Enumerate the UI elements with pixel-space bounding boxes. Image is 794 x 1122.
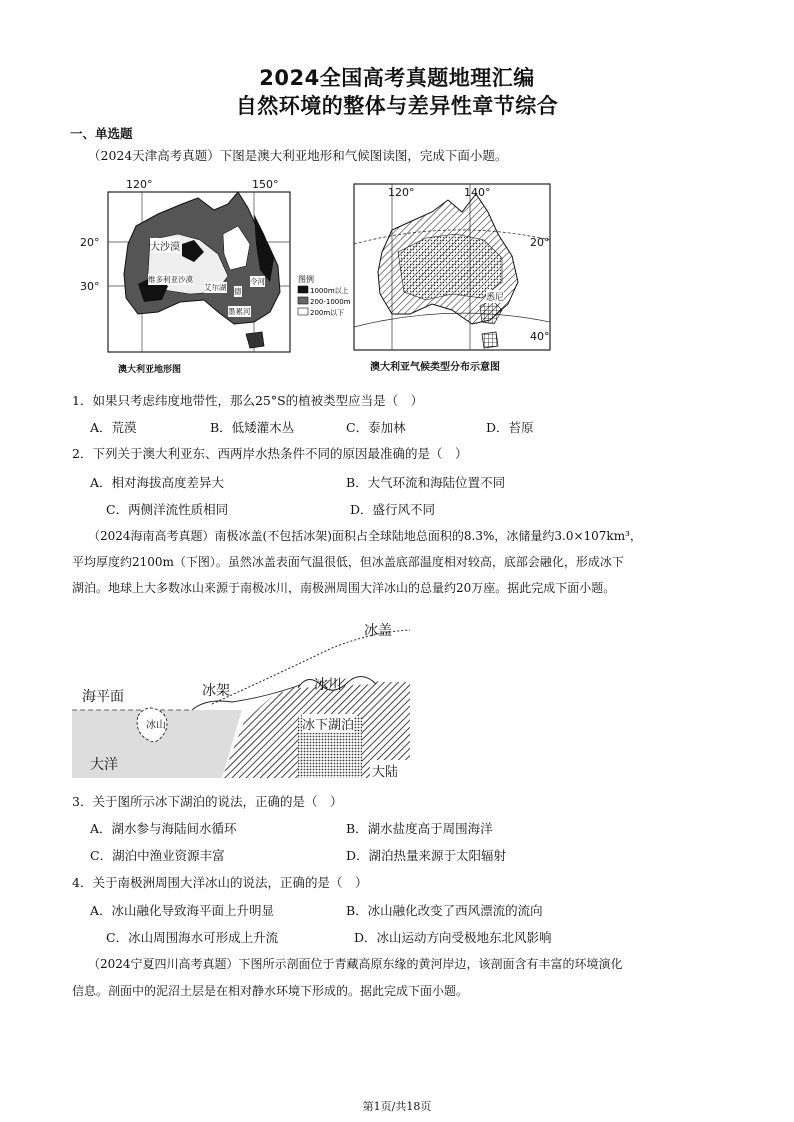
legend-swatch-low bbox=[298, 308, 308, 315]
label-ocean: 大洋 bbox=[90, 757, 118, 773]
q2-option-d[interactable]: D．盛行风不同 bbox=[350, 502, 436, 517]
label-continent: 大陆 bbox=[372, 765, 399, 780]
intro2-line3: 湖泊。地球上大多数冰山来源于南极冰川，南极洲周围大洋冰山的总量约20万座。据此完成下面小题。 bbox=[72, 581, 616, 595]
map1-lat-30: 30° bbox=[80, 280, 100, 293]
label-murray-river: 墨累河 bbox=[228, 307, 251, 316]
label-great-desert: 大沙漠 bbox=[150, 238, 180, 253]
label-lake-eyre: 艾尔湖 bbox=[204, 283, 227, 292]
q3-option-d[interactable]: D．湖泊热量来源于太阳辐射 bbox=[346, 848, 507, 863]
map1-caption: 澳大利亚地形图 bbox=[118, 365, 182, 375]
map1-lat-20: 20° bbox=[80, 236, 100, 249]
page-footer: 第1页/共18页 bbox=[362, 1100, 432, 1113]
q1-option-c[interactable]: C．泰加林 bbox=[346, 420, 406, 435]
q1-option-b[interactable]: B．低矮灌木丛 bbox=[210, 420, 295, 435]
legend-item-low: 200m以下 bbox=[310, 309, 345, 317]
q4-stem: 4．关于南极洲周围大洋冰山的说法，正确的是（ ） bbox=[72, 875, 368, 890]
intro3-line2: 信息。剖面中的泥沼土层是在相对静水环境下形成的。据此完成下面小题。 bbox=[72, 984, 469, 998]
legend-item-mid: 200-1000m bbox=[310, 298, 351, 306]
label-glacier: 冰川 bbox=[314, 677, 342, 693]
map2-lat-40: 40° bbox=[530, 330, 550, 343]
map2-lon-120: 120° bbox=[388, 186, 415, 199]
legend-swatch-mid bbox=[298, 297, 308, 304]
legend-item-high: 1000m以上 bbox=[310, 287, 349, 295]
intro2-line1: （2024海南高考真题）南极冰盖(不包括冰架)面积占全球陆地总面积的8.3%，冰储量约3.0×107km³， bbox=[88, 529, 642, 543]
label-de: 德 bbox=[234, 287, 242, 296]
q2-stem: 2．下列关于澳大利亚东、西两岸水热条件不同的原因最准确的是（ ） bbox=[72, 446, 468, 461]
map2-lat-20: 20° bbox=[530, 236, 550, 249]
q2-option-a[interactable]: A．相对海拔高度差异大 bbox=[90, 475, 225, 490]
page-subtitle: 自然环境的整体与差异性章节综合 bbox=[235, 94, 559, 118]
q4-option-b[interactable]: B．冰山融化改变了西风漂流的流向 bbox=[346, 903, 543, 918]
label-subglacial-lake: 冰下湖泊 bbox=[302, 714, 354, 733]
map2-lon-140: 140° bbox=[464, 186, 491, 199]
q1-option-d[interactable]: D．苔原 bbox=[486, 420, 534, 435]
q3-option-b[interactable]: B．湖水盐度高于周围海洋 bbox=[346, 821, 493, 836]
legend-swatch-high bbox=[298, 286, 308, 293]
australia-topographic-map bbox=[78, 174, 351, 374]
australia-climate-map bbox=[352, 182, 552, 352]
intro2-line2: 平均厚度约2100m（下图）。虽然冰盖表面气温很低，但冰盖底部温度相对较高，底部会融化，形成冰下 bbox=[72, 555, 624, 569]
q1-option-a[interactable]: A．荒漠 bbox=[90, 420, 137, 435]
map1-lon-150: 150° bbox=[252, 178, 279, 191]
q4-option-a[interactable]: A．冰山融化导致海平面上升明显 bbox=[90, 903, 275, 918]
label-ling-river: 令河 bbox=[250, 277, 265, 286]
q1-stem: 1．如果只考虑纬度地带性，那么25°S的植被类型应当是（ ） bbox=[72, 393, 424, 408]
label-iceberg: 冰山 bbox=[146, 720, 166, 731]
q4-option-d[interactable]: D．冰山运动方向受极地东北风影响 bbox=[354, 930, 552, 945]
label-sea-level: 海平面 bbox=[82, 689, 124, 705]
label-ice-shelf: 冰架 bbox=[202, 683, 230, 699]
map2-caption: 澳大利亚气候类型分布示意图 bbox=[370, 362, 500, 373]
label-victoria-desert: 维多利亚沙漠 bbox=[148, 275, 193, 284]
label-ice-sheet: 冰盖 bbox=[364, 623, 392, 639]
label-sydney: 悉尼 bbox=[486, 290, 504, 303]
q3-option-c[interactable]: C．湖泊中渔业资源丰富 bbox=[90, 848, 225, 863]
q2-option-c[interactable]: C．两侧洋流性质相同 bbox=[106, 502, 229, 517]
section-heading: 一、单选题 bbox=[70, 126, 133, 141]
page-title: 2024全国高考真题地理汇编 bbox=[259, 66, 535, 90]
q3-stem: 3．关于图所示冰下湖泊的说法，正确的是（ ） bbox=[72, 794, 343, 809]
intro-paragraph-1: （2024天津高考真题）下图是澳大利亚地形和气候图读图，完成下面小题。 bbox=[88, 148, 508, 163]
q3-option-a[interactable]: A．湖水参与海陆间水循环 bbox=[90, 821, 237, 836]
q2-option-b[interactable]: B．大气环流和海陆位置不同 bbox=[346, 475, 506, 490]
intro3-line1: （2024宁夏四川高考真题）下图所示剖面位于青藏高原东缘的黄河岸边，该剖面含有丰富的环境演化 bbox=[88, 957, 623, 971]
q4-option-c[interactable]: C．冰山周围海水可形成上升流 bbox=[106, 930, 279, 945]
map1-lon-120: 120° bbox=[126, 178, 153, 191]
legend-title: 图例 bbox=[298, 275, 314, 284]
